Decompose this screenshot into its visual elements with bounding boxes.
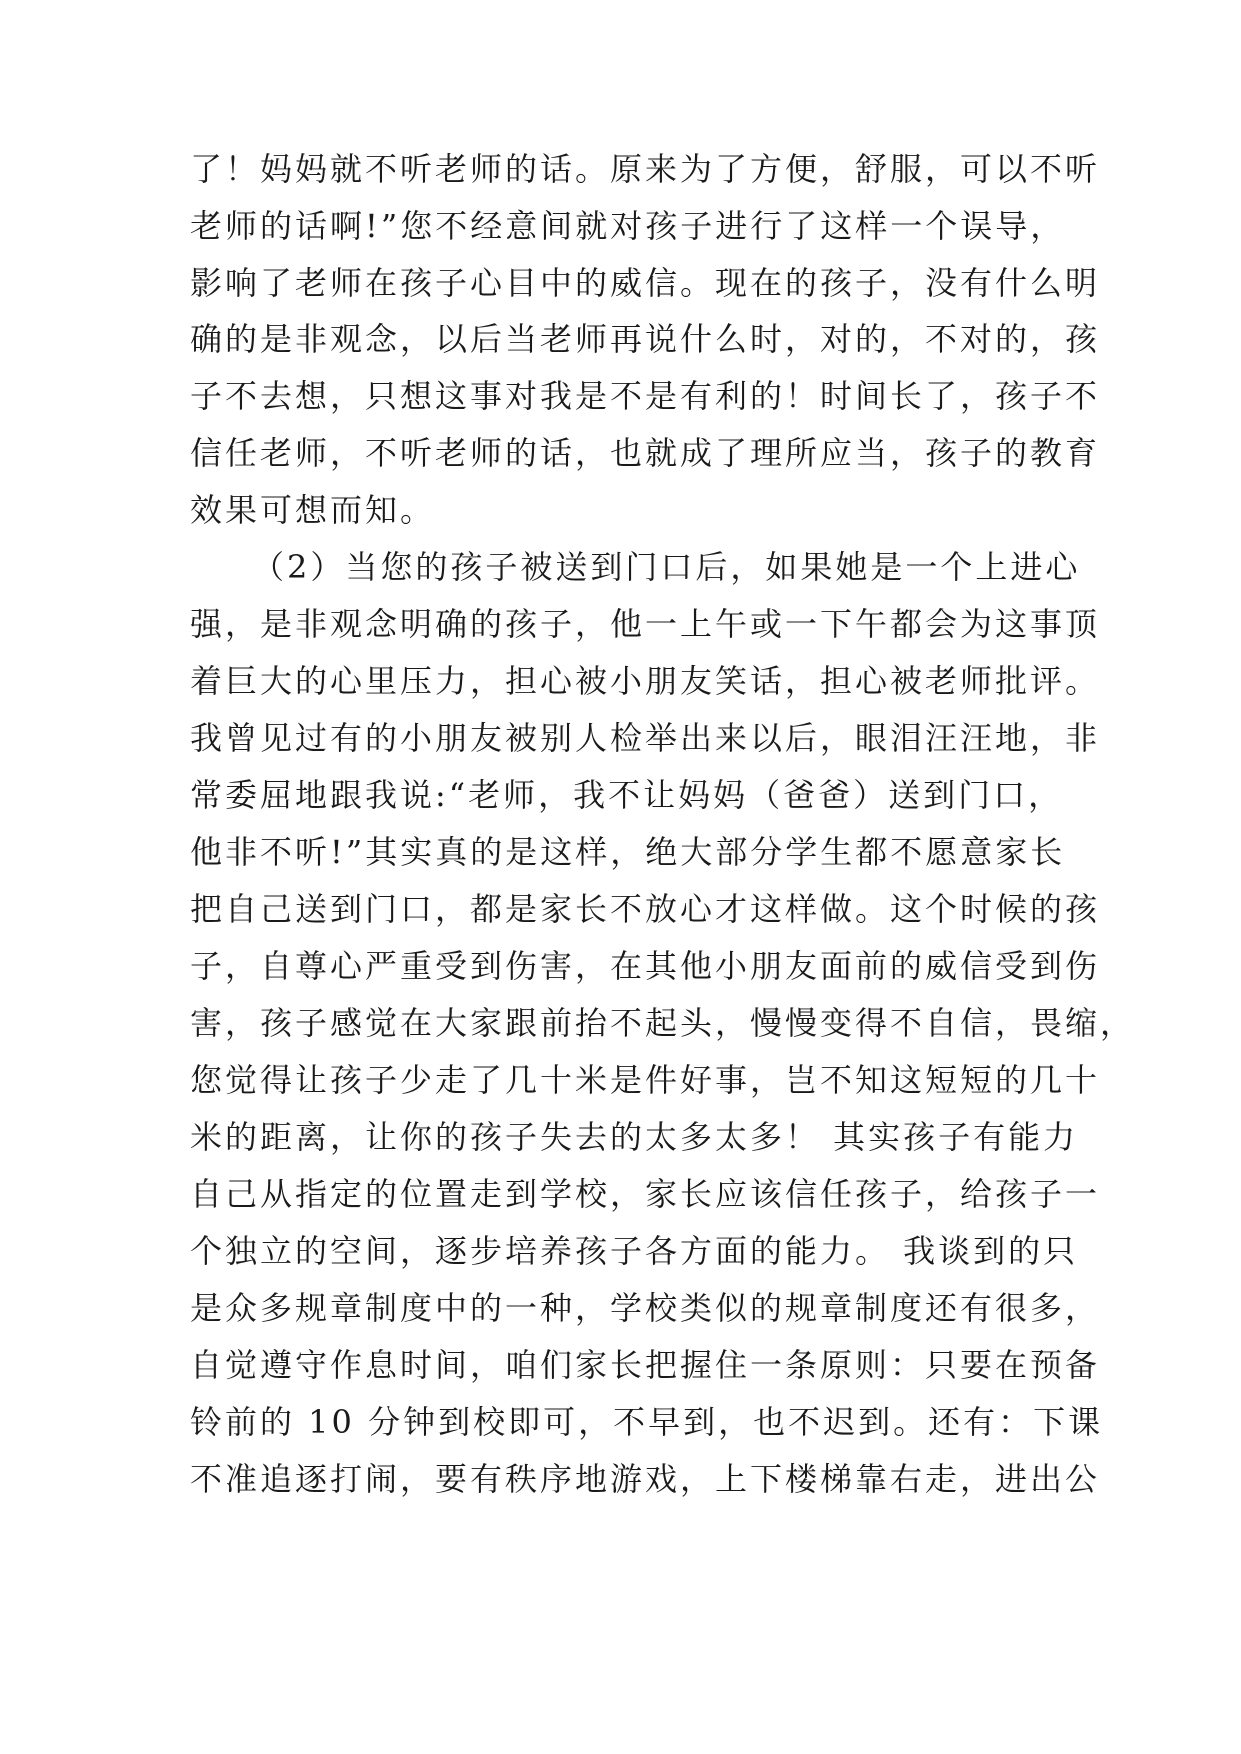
text-line: 强，是非观念明确的孩子，他一上午或一下午都会为这事顶: [190, 605, 1101, 643]
text-line: 您觉得让孩子少走了几十米是件好事，岂不知这短短的几十: [190, 1061, 1101, 1099]
paragraph-start-line: （2）当您的孩子被送到门口后，如果她是一个上进心: [252, 548, 1081, 586]
text-line: 把自己送到门口，都是家长不放心才这样做。这个时候的孩: [190, 890, 1101, 928]
text-line: 了！妈妈就不听老师的话。原来为了方便，舒服，可以不听: [190, 150, 1101, 188]
text-line: 他非不听!”其实真的是这样，绝大部分学生都不愿意家长: [190, 833, 1066, 871]
text-line: 着巨大的心里压力，担心被小朋友笑话，担心被老师批评。: [190, 662, 1101, 700]
text-line: 个独立的空间，逐步培养孩子各方面的能力。 我谈到的只: [190, 1232, 1079, 1270]
text-line: 害，孩子感觉在大家跟前抬不起头，慢慢变得不自信，畏缩，: [190, 1004, 1136, 1042]
text-line: 自觉遵守作息时间，咱们家长把握住一条原则：只要在预备: [190, 1346, 1101, 1384]
text-line: 米的距离，让你的孩子失去的太多太多！ 其实孩子有能力: [190, 1118, 1079, 1156]
text-line: 影响了老师在孩子心目中的威信。现在的孩子，没有什么明: [190, 264, 1101, 302]
text-line: 老师的话啊!”您不经意间就对孩子进行了这样一个误导，: [190, 207, 1066, 245]
text-line: 我曾见过有的小朋友被别人检举出来以后，眼泪汪汪地，非: [190, 719, 1101, 757]
text-line: 子，自尊心严重受到伤害，在其他小朋友面前的威信受到伤: [190, 947, 1101, 985]
text-line: 信任老师，不听老师的话，也就成了理所应当，孩子的教育: [190, 434, 1101, 472]
text-line: 常委屈地跟我说:“老师，我不让妈妈（爸爸）送到门口，: [190, 776, 1064, 814]
text-line: 自己从指定的位置走到学校，家长应该信任孩子，给孩子一: [190, 1175, 1101, 1213]
text-line: 确的是非观念，以后当老师再说什么时，对的，不对的，孩: [190, 320, 1101, 358]
text-line: 铃前的 10 分钟到校即可，不早到，也不迟到。还有：下课: [190, 1403, 1104, 1441]
text-line: 不准追逐打闹，要有秩序地游戏，上下楼梯靠右走，进出公: [190, 1460, 1101, 1498]
text-line: 子不去想，只想这事对我是不是有利的！时间长了，孩子不: [190, 377, 1101, 415]
text-line: 效果可想而知。: [190, 491, 436, 529]
text-line: 是众多规章制度中的一种，学校类似的规章制度还有很多，: [190, 1289, 1101, 1327]
